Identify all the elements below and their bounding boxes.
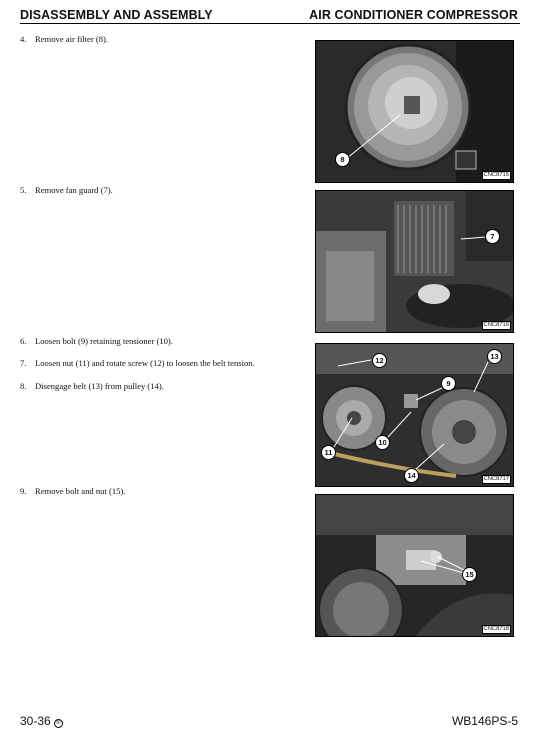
callout-8: 8 xyxy=(335,152,350,167)
header-rule xyxy=(20,23,520,24)
callout-10: 10 xyxy=(375,435,390,450)
belt-pulleys-image xyxy=(316,344,513,486)
callout-11: 11 xyxy=(321,445,336,460)
step-8: 8. Disengage belt (13) from pulley (14). xyxy=(20,381,164,391)
bolt-nut-image xyxy=(316,495,513,636)
step-7: 7. Loosen nut (11) and rotate screw (12) to loosen the belt tension. xyxy=(20,358,255,368)
step-9: 9. Remove bolt and nut (15). xyxy=(20,486,126,496)
callout-14: 14 xyxy=(404,468,419,483)
callout-9: 9 xyxy=(441,376,456,391)
callout-7: 7 xyxy=(485,229,500,244)
photo-bolt-nut xyxy=(315,494,514,637)
model-number: WB146PS-5 xyxy=(451,714,518,728)
chapter-title: AIR CONDITIONER COMPRESSOR xyxy=(309,8,518,22)
page-number: 30-36 ⑤ xyxy=(20,714,61,728)
photo-fan-guard xyxy=(315,190,514,333)
revision-mark: ⑤ xyxy=(55,720,61,726)
photo-caption: CNC8716 xyxy=(483,322,509,328)
photo-belt-pulleys xyxy=(315,343,514,487)
section-title: DISASSEMBLY AND ASSEMBLY xyxy=(20,8,213,22)
photo-caption: CNC8717 xyxy=(483,476,509,482)
photo-caption: CNC8718 xyxy=(483,626,509,632)
step-6: 6. Loosen bolt (9) retaining tensioner (10). xyxy=(20,336,173,346)
callout-15: 15 xyxy=(462,567,477,582)
callout-13: 13 xyxy=(487,349,502,364)
step-4: 4. Remove air filter (8). xyxy=(20,34,109,44)
photo-caption: CNC8715 xyxy=(483,172,509,178)
fan-guard-image xyxy=(316,191,513,332)
photo-air-filter xyxy=(315,40,514,183)
step-5: 5. Remove fan guard (7). xyxy=(20,185,113,195)
callout-12: 12 xyxy=(372,353,387,368)
